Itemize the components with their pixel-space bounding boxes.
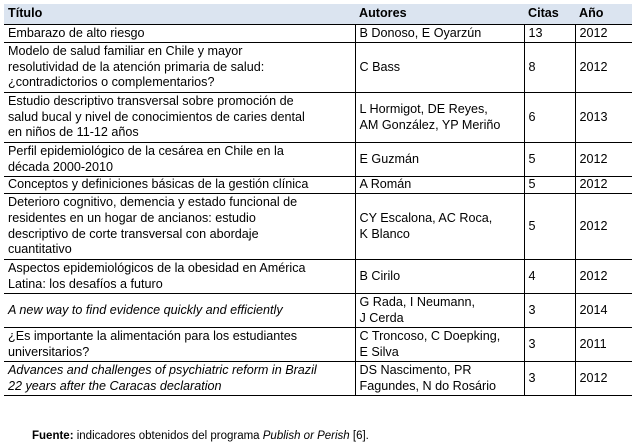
- header-titulo: Título: [4, 4, 355, 25]
- table-row: [4, 43, 632, 93]
- cell-anio: 2012: [575, 194, 632, 260]
- cell-citas: 3: [524, 362, 575, 396]
- titulo-line: Estudio descriptivo transversal sobre promoción de: [8, 94, 294, 109]
- source-text-after: [6].: [349, 430, 369, 442]
- titulo-line: resolutividad de la atención primaria de salud:: [8, 59, 265, 74]
- titulo-line: A new way to find evidence quickly and efficiently: [8, 302, 283, 317]
- cell-citas: 5: [524, 177, 575, 194]
- table-row: [4, 143, 632, 177]
- cell-autores: [355, 362, 524, 396]
- autores-line: C Troncoso, C Doepking,: [359, 328, 501, 343]
- titulo-line: ¿contradictorios o complementarios?: [8, 75, 215, 90]
- table-row: [4, 194, 632, 260]
- cell-autores: [355, 25, 524, 43]
- table-header: [4, 4, 632, 25]
- autores-line: E Guzmán: [359, 151, 419, 166]
- titulo-line: década 2000-2010: [8, 159, 114, 174]
- cell-citas: 6: [524, 93, 575, 143]
- autores-line: E Silva: [359, 344, 399, 359]
- cell-autores: [355, 177, 524, 194]
- autores-line: CY Escalona, AC Roca,: [359, 210, 493, 225]
- titulo-line: cuantitativo: [8, 242, 72, 257]
- header-anio: Año: [575, 4, 632, 25]
- cell-titulo: [4, 177, 355, 194]
- autores-line: Fagundes, N do Rosário: [359, 378, 497, 393]
- cell-autores: [355, 143, 524, 177]
- source-note: [32, 430, 369, 442]
- table-row: [4, 260, 632, 294]
- autores-line: B Donoso, E Oyarzún: [359, 25, 482, 40]
- titulo-line: Latina: los desafíos a futuro: [8, 276, 163, 291]
- table-body: [4, 25, 632, 396]
- titulo-line: Aspectos epidemiológicos de la obesidad en América: [8, 260, 306, 275]
- source-program: Publish or Perish: [262, 430, 350, 442]
- autores-line: A Román: [359, 177, 412, 192]
- cell-titulo: [4, 328, 355, 362]
- cell-titulo: [4, 294, 355, 328]
- cell-autores: [355, 328, 524, 362]
- autores-line: C Bass: [359, 59, 401, 74]
- cell-titulo: [4, 194, 355, 260]
- titulo-line: Advances and challenges of psychiatric reform in Brazil: [8, 362, 317, 377]
- header-autores: Autores: [355, 4, 524, 25]
- cell-anio: 2012: [575, 177, 632, 194]
- cell-citas: 5: [524, 143, 575, 177]
- cell-titulo: [4, 362, 355, 396]
- cell-autores: [355, 260, 524, 294]
- table-row: [4, 93, 632, 143]
- cell-citas: 13: [524, 25, 575, 43]
- cell-anio: 2012: [575, 143, 632, 177]
- cell-citas: 3: [524, 294, 575, 328]
- cell-autores: [355, 294, 524, 328]
- titulo-line: Embarazo de alto riesgo: [8, 25, 145, 40]
- titulo-line: salud bucal y nivel de conocimientos de caries dental: [8, 109, 305, 124]
- autores-line: B Cirilo: [359, 268, 401, 283]
- autores-line: L Hormigot, DE Reyes,: [359, 101, 488, 116]
- table-row: [4, 362, 632, 396]
- cell-citas: 4: [524, 260, 575, 294]
- cell-anio: 2012: [575, 362, 632, 396]
- autores-line: J Cerda: [359, 310, 404, 325]
- header-citas: Citas: [524, 4, 575, 25]
- titulo-line: Deterioro cognitivo, demencia y estado funcional de: [8, 195, 298, 210]
- titulo-line: residentes en un hogar de ancianos: estudio: [8, 210, 256, 225]
- autores-line: DS Nascimento, PR: [359, 362, 472, 377]
- titulo-line: ¿Es importante la alimentación para los estudiantes: [8, 328, 298, 343]
- autores-line: AM González, YP Meriño: [359, 117, 501, 132]
- titulo-line: Modelo de salud familiar en Chile y mayor: [8, 44, 243, 59]
- table-row: [4, 177, 632, 194]
- cell-titulo: [4, 260, 355, 294]
- cell-titulo: [4, 143, 355, 177]
- table-row: [4, 25, 632, 43]
- cell-anio: 2012: [575, 43, 632, 93]
- autores-line: G Rada, I Neumann,: [359, 294, 476, 309]
- cell-citas: 8: [524, 43, 575, 93]
- titulo-line: en niños de 11-12 años: [8, 125, 139, 140]
- autores-line: K Blanco: [359, 226, 410, 241]
- cell-autores: [355, 43, 524, 93]
- cell-anio: 2012: [575, 25, 632, 43]
- titulo-line: descriptivo de corte transversal con abordaje: [8, 226, 259, 241]
- table-row: [4, 294, 632, 328]
- source-text-before: indicadores obtenidos del programa: [73, 430, 263, 442]
- cell-anio: 2011: [575, 328, 632, 362]
- cell-titulo: [4, 25, 355, 43]
- table-row: [4, 328, 632, 362]
- citations-table: [4, 4, 632, 396]
- cell-citas: 3: [524, 328, 575, 362]
- cell-anio: 2014: [575, 294, 632, 328]
- titulo-line: Perfil epidemiológico de la cesárea en Chile en la: [8, 143, 284, 158]
- source-label: Fuente:: [32, 430, 74, 442]
- cell-citas: 5: [524, 194, 575, 260]
- titulo-line: 22 years after the Caracas declaration: [8, 378, 222, 393]
- titulo-line: Conceptos y definiciones básicas de la gestión clínica: [8, 177, 309, 192]
- cell-anio: 2012: [575, 260, 632, 294]
- cell-autores: [355, 93, 524, 143]
- header-row: [4, 4, 632, 25]
- titulo-line: universitarios?: [8, 344, 90, 359]
- cell-titulo: [4, 43, 355, 93]
- cell-autores: [355, 194, 524, 260]
- cell-titulo: [4, 93, 355, 143]
- cell-anio: 2013: [575, 93, 632, 143]
